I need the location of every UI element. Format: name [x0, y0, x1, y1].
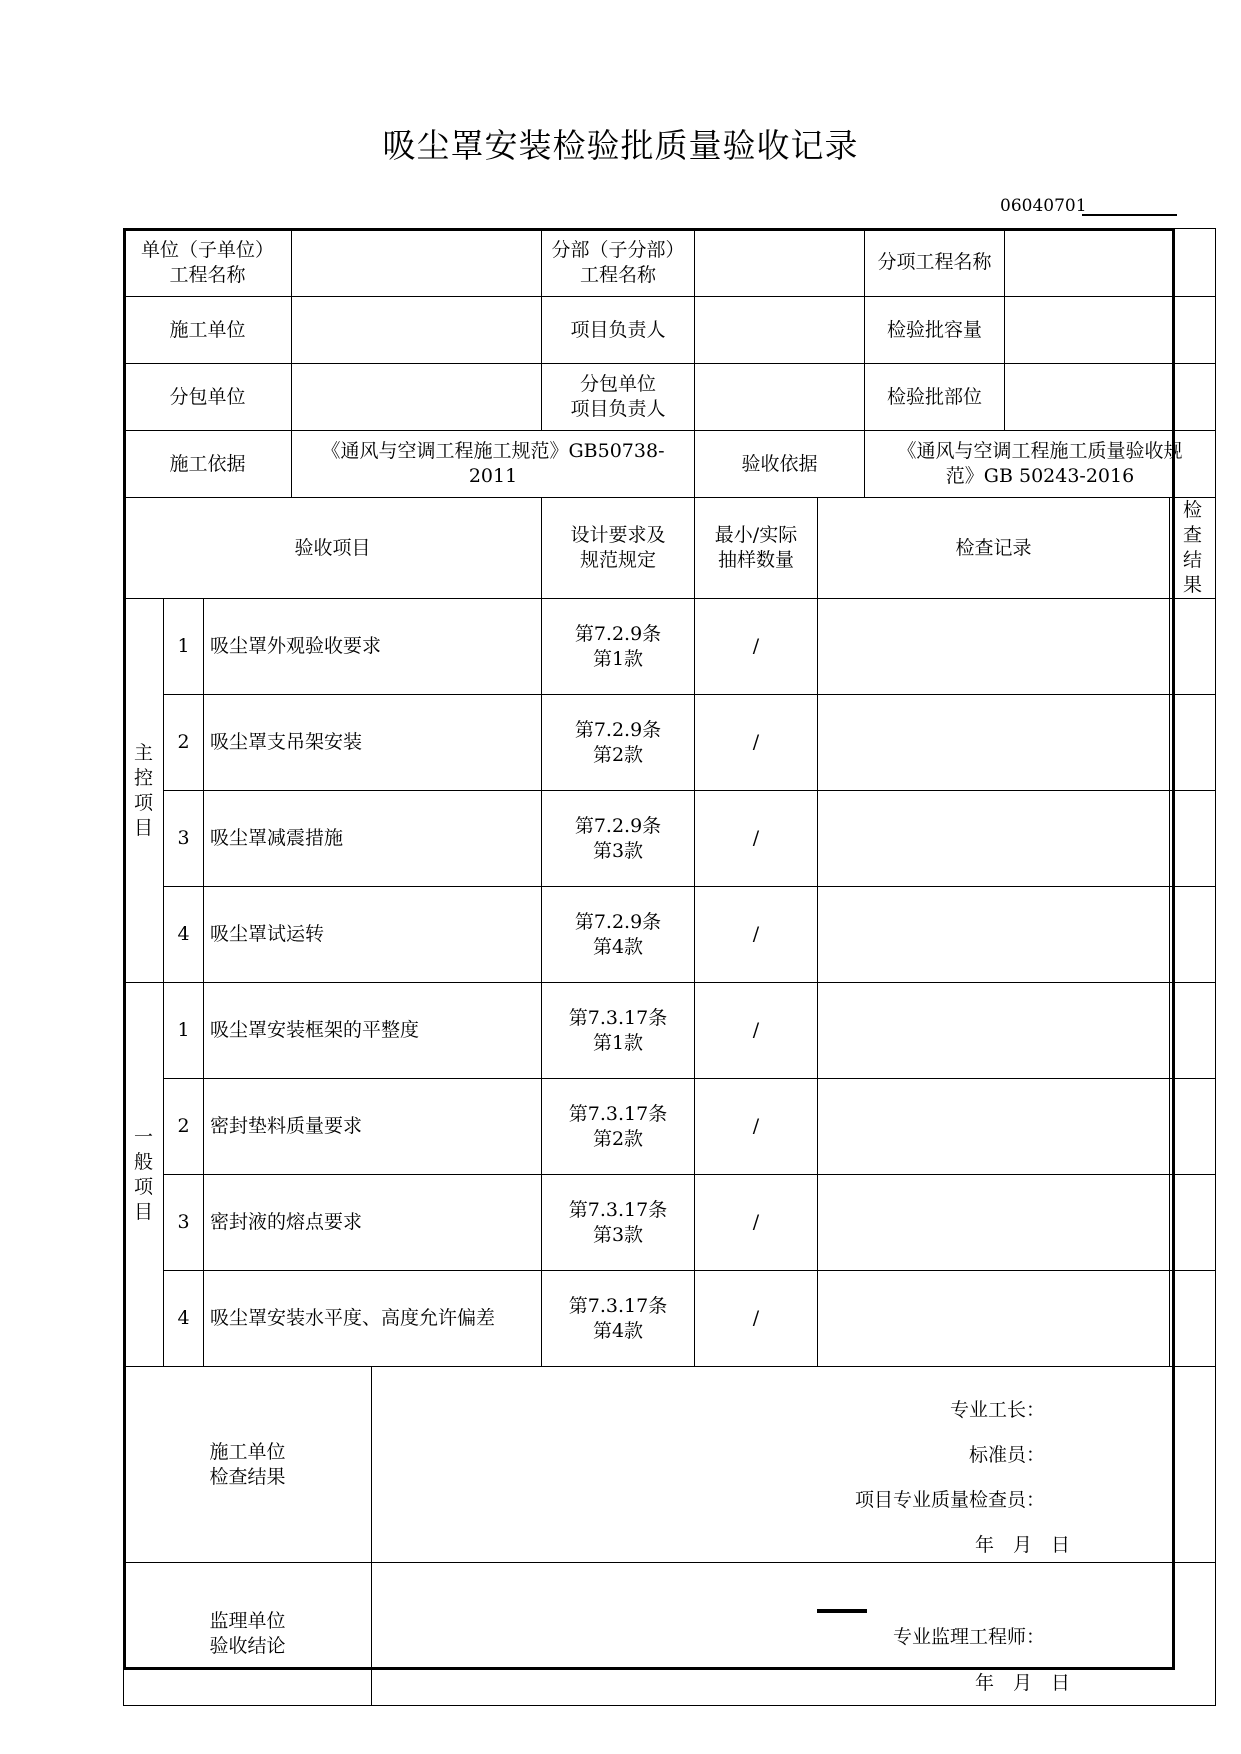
item-result[interactable]	[1170, 1271, 1216, 1367]
col-design-header: 设计要求及 规范规定	[542, 498, 695, 599]
item-record[interactable]	[818, 791, 1170, 887]
table-row	[124, 1175, 1216, 1271]
item-name: 吸尘罩安装框架的平整度	[204, 983, 542, 1079]
item-no: 4	[164, 887, 204, 983]
contractor-value[interactable]	[292, 297, 542, 364]
general-group-label: 一般项目	[124, 983, 164, 1367]
batch-location-value[interactable]	[1005, 364, 1216, 431]
item-result[interactable]	[1170, 1079, 1216, 1175]
item-record[interactable]	[818, 983, 1170, 1079]
page-title: 吸尘罩安装检验批质量验收记录	[382, 126, 859, 165]
item-no: 1	[164, 983, 204, 1079]
item-sample[interactable]: /	[695, 599, 818, 695]
subcontractor-value[interactable]	[292, 364, 542, 431]
item-no: 3	[164, 1175, 204, 1271]
item-name: 密封垫料质量要求	[204, 1079, 542, 1175]
item-clause: 第7.2.9条 第2款	[542, 695, 695, 791]
item-result[interactable]	[1170, 695, 1216, 791]
acceptance-basis-label: 验收依据	[695, 431, 865, 498]
item-record[interactable]	[818, 599, 1170, 695]
table-row	[124, 599, 1216, 695]
supervision-engineer-label: 专业监理工程师：	[892, 1626, 1045, 1648]
supervision-label: 监理单位 验收结论	[124, 1563, 372, 1706]
item-record[interactable]	[818, 887, 1170, 983]
item-name: 吸尘罩外观验收要求	[204, 599, 542, 695]
item-sample[interactable]: /	[695, 1079, 818, 1175]
table-row	[124, 791, 1216, 887]
item-clause: 第7.2.9条 第1款	[542, 599, 695, 695]
item-clause: 第7.3.17条 第4款	[542, 1271, 695, 1367]
batch-capacity-value[interactable]	[1005, 297, 1216, 364]
division-value[interactable]	[695, 229, 865, 297]
table-row	[124, 695, 1216, 791]
foreman-label: 专业工长：	[949, 1399, 1045, 1421]
form-code-underline	[1082, 214, 1177, 216]
subitem-label: 分项工程名称	[865, 229, 1005, 297]
item-result[interactable]	[1170, 1175, 1216, 1271]
contractor-label: 施工单位	[124, 297, 292, 364]
item-result[interactable]	[1170, 887, 1216, 983]
unit-label: 单位（子单位） 工程名称	[124, 229, 292, 297]
item-name: 吸尘罩试运转	[204, 887, 542, 983]
item-sample[interactable]: /	[695, 983, 818, 1079]
item-no: 2	[164, 1079, 204, 1175]
item-no: 1	[164, 599, 204, 695]
col-item-header: 验收项目	[124, 498, 542, 599]
item-clause: 第7.3.17条 第2款	[542, 1079, 695, 1175]
inspection-table	[123, 228, 1216, 1706]
item-sample[interactable]: /	[695, 695, 818, 791]
table-row	[124, 1271, 1216, 1367]
table-row	[124, 983, 1216, 1079]
item-clause: 第7.2.9条 第4款	[542, 887, 695, 983]
division-label: 分部（子分部） 工程名称	[542, 229, 695, 297]
item-no: 2	[164, 695, 204, 791]
sub-lead-value[interactable]	[695, 364, 865, 431]
item-clause: 第7.3.17条 第1款	[542, 983, 695, 1079]
item-result[interactable]	[1170, 791, 1216, 887]
project-lead-value[interactable]	[695, 297, 865, 364]
item-record[interactable]	[818, 1175, 1170, 1271]
batch-location-label: 检验批部位	[865, 364, 1005, 431]
item-sample[interactable]: /	[695, 1175, 818, 1271]
item-result[interactable]	[1170, 983, 1216, 1079]
item-sample[interactable]: /	[695, 1271, 818, 1367]
table-row	[124, 887, 1216, 983]
item-name: 吸尘罩安装水平度、高度允许偏差	[204, 1271, 542, 1367]
construction-check-area[interactable]	[372, 1367, 1216, 1563]
form-code: 06040701	[1000, 196, 1087, 216]
table-row	[124, 1079, 1216, 1175]
item-clause: 第7.3.17条 第3款	[542, 1175, 695, 1271]
col-sample-header: 最小/实际 抽样数量	[695, 498, 818, 599]
standard-label: 标准员：	[968, 1444, 1045, 1466]
acceptance-basis-value: 《通风与空调工程施工质量验收规范》GB 50243-2016	[865, 431, 1216, 498]
supervision-date: 年 月 日	[974, 1672, 1070, 1694]
subcontractor-label: 分包单位	[124, 364, 292, 431]
item-record[interactable]	[818, 1079, 1170, 1175]
item-sample[interactable]: /	[695, 791, 818, 887]
item-name: 密封液的熔点要求	[204, 1175, 542, 1271]
item-record[interactable]	[818, 1271, 1170, 1367]
item-sample[interactable]: /	[695, 887, 818, 983]
sub-lead-label: 分包单位 项目负责人	[542, 364, 695, 431]
subitem-value[interactable]	[1005, 229, 1216, 297]
item-clause: 第7.2.9条 第3款	[542, 791, 695, 887]
construction-check-label: 施工单位 检查结果	[124, 1367, 372, 1563]
signature-mark	[817, 1609, 867, 1613]
supervision-area[interactable]	[372, 1563, 1216, 1706]
project-lead-label: 项目负责人	[542, 297, 695, 364]
item-name: 吸尘罩支吊架安装	[204, 695, 542, 791]
col-record-header: 检查记录	[818, 498, 1170, 599]
item-no: 4	[164, 1271, 204, 1367]
item-result[interactable]	[1170, 599, 1216, 695]
quality-inspector-label: 项目专业质量检查员：	[854, 1489, 1045, 1511]
main-group-label: 主控项目	[124, 599, 164, 983]
basis-label: 施工依据	[124, 431, 292, 498]
basis-value: 《通风与空调工程施工规范》GB50738-2011	[292, 431, 695, 498]
item-record[interactable]	[818, 695, 1170, 791]
batch-capacity-label: 检验批容量	[865, 297, 1005, 364]
col-result-header: 检查 结果	[1170, 498, 1216, 599]
item-name: 吸尘罩减震措施	[204, 791, 542, 887]
unit-value[interactable]	[292, 229, 542, 297]
construction-date: 年 月 日	[974, 1534, 1070, 1556]
item-no: 3	[164, 791, 204, 887]
